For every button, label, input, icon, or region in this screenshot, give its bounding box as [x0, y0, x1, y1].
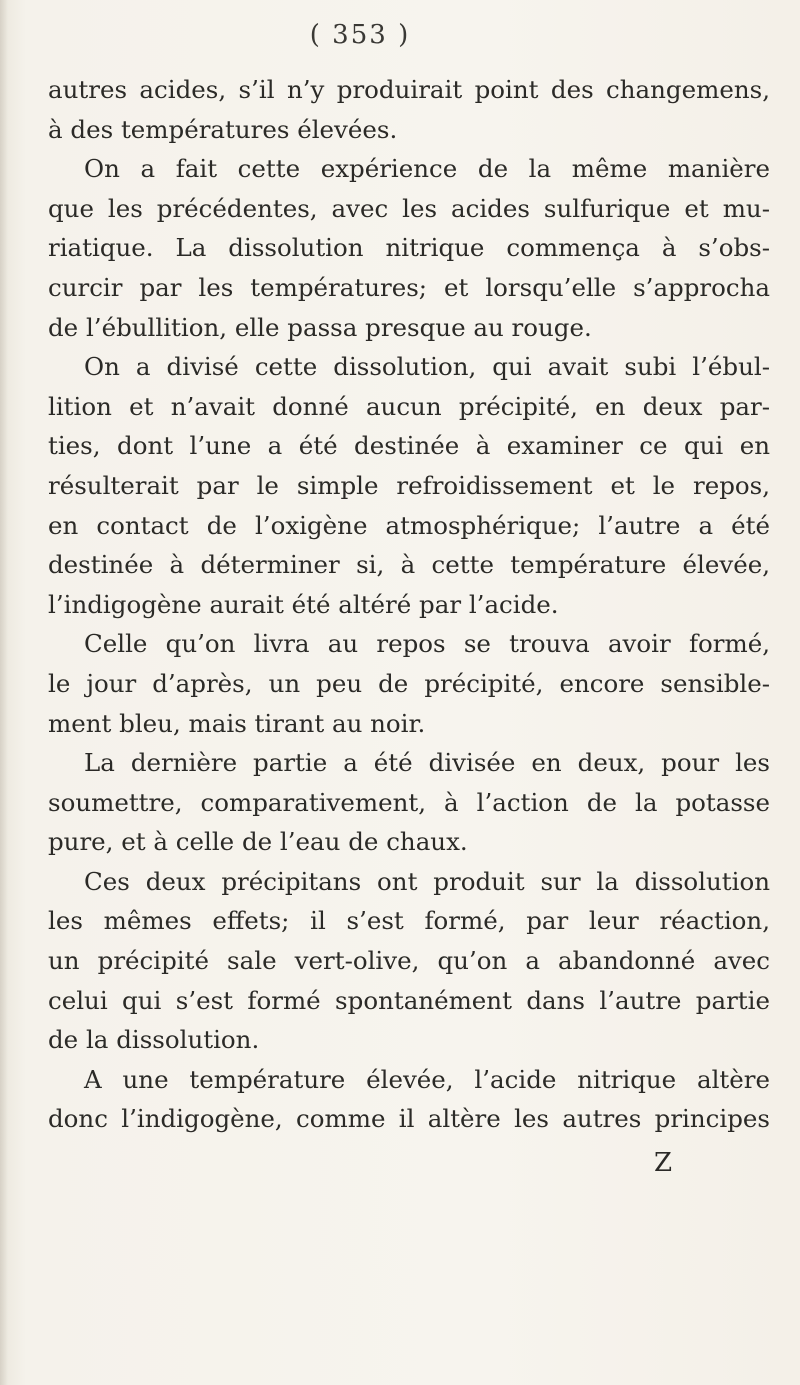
text-line: résulterait par le simple refroidissement et le repos, — [48, 470, 770, 500]
text-line: l’indigogène aurait été altéré par l’acide. — [48, 589, 559, 619]
text-line: en contact de l’oxigène atmosphérique; l’autre a été — [48, 510, 770, 540]
text-line: soumettre, comparativement, à l’action de la potasse — [48, 787, 770, 817]
text-line: le jour d’après, un peu de précipité, encore sensible- — [48, 668, 770, 698]
text-line: ment bleu, mais tirant au noir. — [48, 708, 426, 738]
text-line: curcir par les températures; et lorsqu’elle s’approcha — [48, 272, 770, 302]
text-line: riatique. La dissolution nitrique commença à s’obs- — [48, 233, 770, 263]
text-line: celui qui s’est formé spontanément dans l’autre partie — [48, 985, 770, 1015]
page-gutter-shadow — [0, 0, 8, 1385]
text-line: un précipité sale vert-olive, qu’on a abandonné avec — [48, 946, 770, 976]
text-line: de la dissolution. — [48, 1025, 260, 1055]
text-line: que les précédentes, avec les acides sulfurique et mu- — [48, 193, 770, 223]
text-line: de l’ébullition, elle passa presque au rouge. — [48, 312, 592, 342]
paragraph-start-line: Ces deux précipitans ont produit sur la dissolution — [84, 866, 770, 896]
text-line: lition et n’avait donné aucun précipité, en deux par- — [48, 391, 770, 421]
paragraph-start-line: La dernière partie a été divisée en deux, pour les — [84, 748, 770, 778]
page-number: ( 353 ) — [309, 20, 411, 50]
text-line: autres acides, s’il n’y produirait point des changemens, — [48, 75, 770, 104]
paragraph-start-line: On a fait cette expérience de la même manière — [84, 154, 770, 184]
text-line: à des températures élevées. — [48, 114, 398, 144]
text-line: pure, et à celle de l’eau de chaux. — [48, 827, 468, 857]
signature-mark: Z — [654, 1148, 673, 1178]
paragraph-start-line: Celle qu’on livra au repos se trouva avoir formé, — [84, 629, 770, 659]
text-line: les mêmes effets; il s’est formé, par leur réaction, — [48, 906, 770, 936]
paragraph-start-line: On a divisé cette dissolution, qui avait subi l’ébul- — [84, 352, 770, 382]
body-text — [48, 70, 770, 1139]
text-line: destinée à déterminer si, à cette température élevée, — [48, 550, 770, 580]
text-line: donc l’indigogène, comme il altère les autres principes — [48, 1104, 770, 1134]
paragraph-start-line: A une température élevée, l’acide nitrique altère — [84, 1064, 770, 1094]
text-line: ties, dont l’une a été destinée à examiner ce qui en — [48, 431, 770, 461]
